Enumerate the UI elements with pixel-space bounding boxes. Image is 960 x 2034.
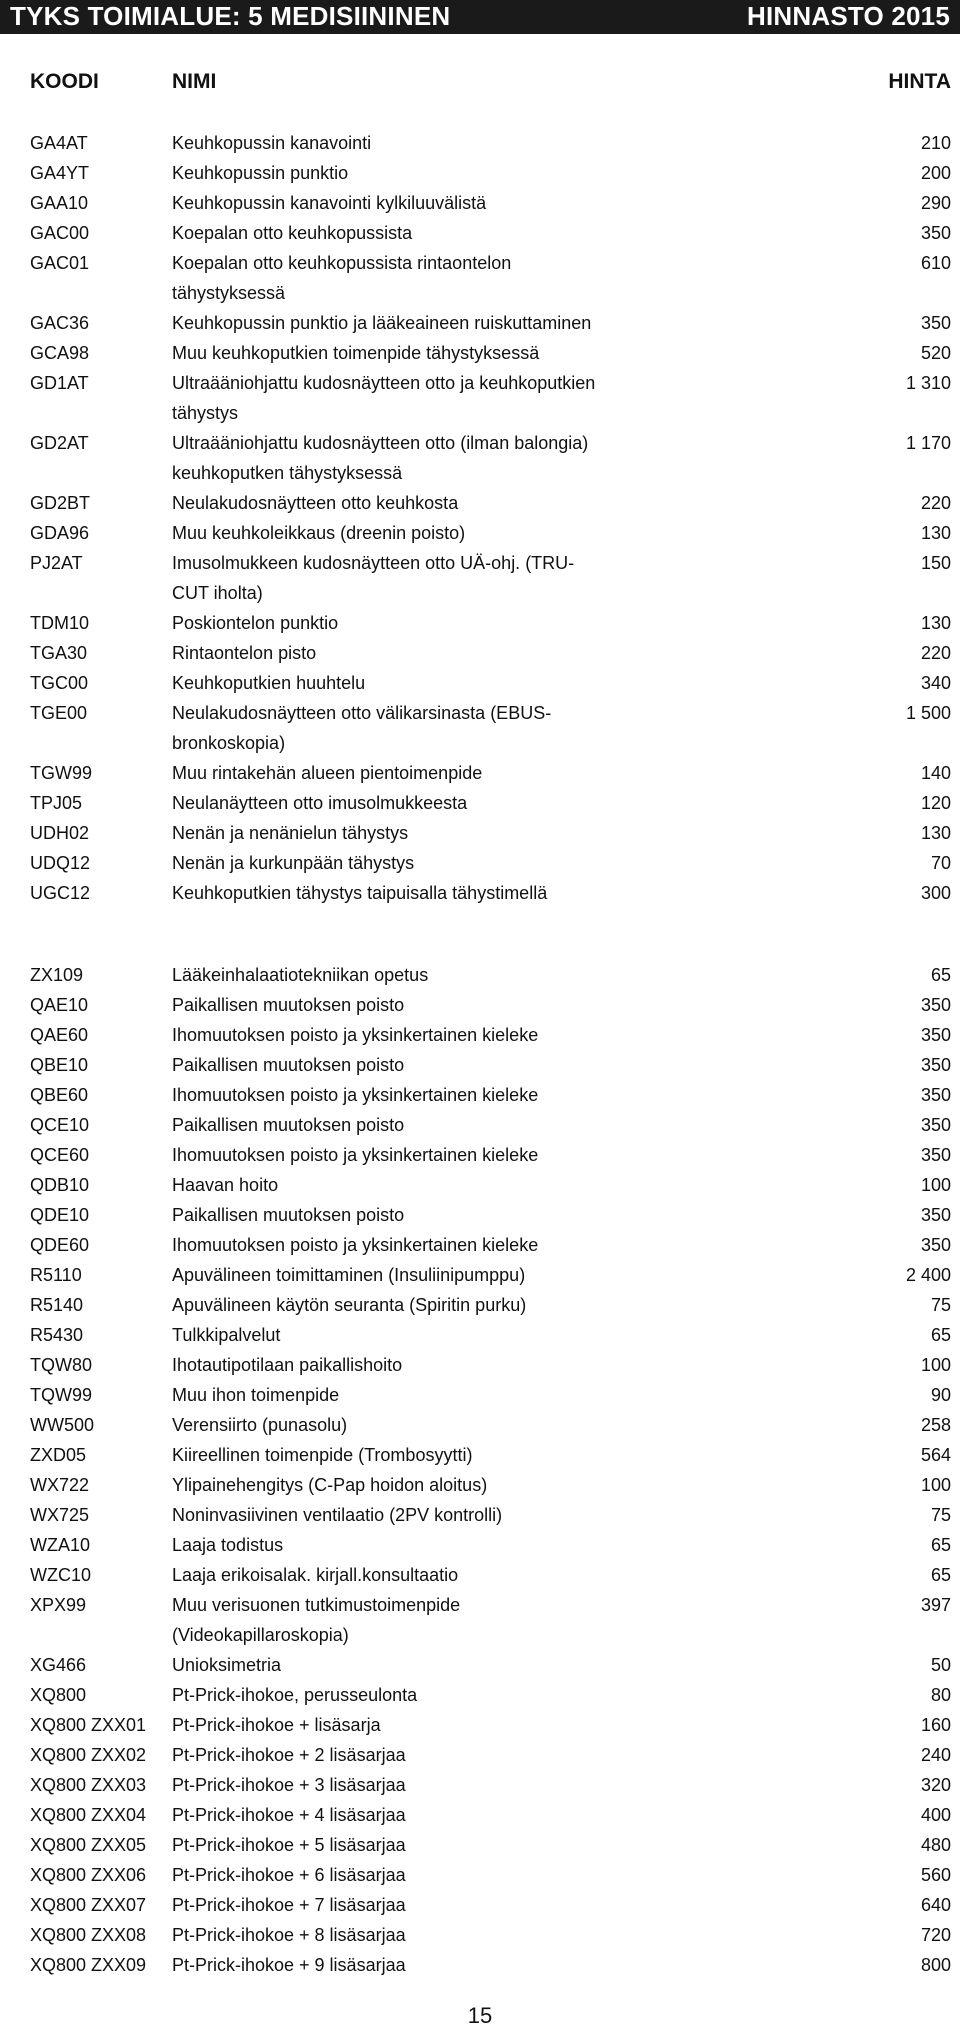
table-row: [0, 548, 960, 608]
row-name: Imusolmukkeen kudosnäytteen otto UÄ-ohj. (TRU-CUT iholta): [172, 553, 575, 603]
table-row: [0, 818, 960, 848]
table-row: [0, 428, 960, 488]
row-code: XPX99: [30, 1595, 87, 1615]
row-code: XQ800 ZXX01: [30, 1715, 147, 1735]
row-name: Keuhkoputkien huuhtelu: [172, 673, 366, 693]
table-row: [0, 1170, 960, 1200]
row-code: R5140: [30, 1295, 84, 1315]
row-code: XQ800: [30, 1685, 87, 1705]
table-row: [0, 248, 960, 308]
table-row: [0, 1830, 960, 1860]
table-row: [0, 128, 960, 158]
row-code: TGE00: [30, 703, 88, 723]
row-name: Pt-Prick-ihokoe + 6 lisäsarjaa: [172, 1865, 406, 1885]
row-name: Pt-Prick-ihokoe, perusseulonta: [172, 1685, 418, 1705]
table-row: [0, 1290, 960, 1320]
row-name: Muu keuhkoputkien toimenpide tähystyksessä: [172, 343, 540, 363]
row-name: Unioksimetria: [172, 1655, 282, 1675]
row-name: Neulakudosnäytteen otto keuhkosta: [172, 493, 459, 513]
row-code: GA4YT: [30, 163, 90, 183]
row-name: Muu ihon toimenpide: [172, 1385, 340, 1405]
row-name: Keuhkopussin kanavointi kylkiluuvälistä: [172, 193, 487, 213]
row-price: 65: [930, 1535, 951, 1555]
row-price: 610: [920, 253, 951, 273]
table-row: [0, 1260, 960, 1290]
row-price: 800: [920, 1955, 951, 1975]
row-code: TGW99: [30, 763, 93, 783]
row-code: TGC00: [30, 673, 89, 693]
table-row: [0, 1530, 960, 1560]
row-code: GD1AT: [30, 373, 89, 393]
column-header-code: KOODI: [30, 70, 99, 93]
row-name: Muu keuhkoleikkaus (dreenin poisto): [172, 523, 466, 543]
table-row: [0, 1350, 960, 1380]
row-name: Pt-Prick-ihokoe + 9 lisäsarjaa: [172, 1955, 406, 1975]
row-price: 50: [930, 1655, 951, 1675]
row-name: Muu verisuonen tutkimustoimenpide (Videokapillaroskopia): [172, 1595, 461, 1645]
row-code: GAC01: [30, 253, 90, 273]
row-code: TQW80: [30, 1355, 93, 1375]
row-code: QCE10: [30, 1115, 90, 1135]
table-row: [0, 1110, 960, 1140]
row-price: 100: [920, 1355, 951, 1375]
table-row: [0, 1680, 960, 1710]
table-row: [0, 1590, 960, 1650]
row-code: QAE10: [30, 995, 89, 1015]
row-price: 100: [920, 1175, 951, 1195]
column-header-name: NIMI: [172, 70, 217, 93]
table-row: [0, 1500, 960, 1530]
row-name: Muu rintakehän alueen pientoimenpide: [172, 763, 483, 783]
row-name: Pt-Prick-ihokoe + lisäsarja: [172, 1715, 381, 1735]
row-code: QDB10: [30, 1175, 90, 1195]
row-code: R5430: [30, 1325, 84, 1345]
row-code: QCE60: [30, 1145, 90, 1165]
row-price: 400: [920, 1805, 951, 1825]
row-name: Paikallisen muutoksen poisto: [172, 1205, 405, 1225]
row-price: 130: [920, 823, 951, 843]
row-name: Poskiontelon punktio: [172, 613, 339, 633]
table-row: [0, 1050, 960, 1080]
row-code: XQ800 ZXX06: [30, 1865, 147, 1885]
row-name: Tulkkipalvelut: [172, 1325, 281, 1345]
row-price: 160: [920, 1715, 951, 1735]
row-code: XQ800 ZXX08: [30, 1925, 147, 1945]
table-row: [0, 1410, 960, 1440]
table-row: [0, 518, 960, 548]
row-price: 2 400: [905, 1265, 951, 1285]
page-header: [0, 0, 960, 34]
table-row: [0, 788, 960, 818]
row-code: TDM10: [30, 613, 90, 633]
row-price: 140: [920, 763, 951, 783]
row-price: 350: [920, 1025, 951, 1045]
row-name: Pt-Prick-ihokoe + 5 lisäsarjaa: [172, 1835, 406, 1855]
row-price: 65: [930, 1565, 951, 1585]
row-price: 350: [920, 1115, 951, 1135]
row-price: 720: [920, 1925, 951, 1945]
row-name: Nenän ja kurkunpään tähystys: [172, 853, 415, 873]
row-price: 350: [920, 223, 951, 243]
row-price: 75: [930, 1295, 951, 1315]
row-price: 65: [930, 965, 951, 985]
row-code: QDE10: [30, 1205, 90, 1225]
row-price: 210: [920, 133, 951, 153]
row-name: Verensiirto (punasolu): [172, 1415, 348, 1435]
row-price: 120: [920, 793, 951, 813]
row-code: TGA30: [30, 643, 88, 663]
row-price: 200: [920, 163, 951, 183]
row-name: Haavan hoito: [172, 1175, 279, 1195]
row-code: GD2BT: [30, 493, 91, 513]
row-price: 1 500: [905, 703, 951, 723]
table-row: [0, 308, 960, 338]
row-code: WX725: [30, 1505, 90, 1525]
table-row: [0, 960, 960, 990]
row-price: 520: [920, 343, 951, 363]
row-price: 350: [920, 313, 951, 333]
row-code: ZX109: [30, 965, 84, 985]
row-price: 350: [920, 1055, 951, 1075]
row-code: QBE60: [30, 1085, 89, 1105]
row-code: GAC36: [30, 313, 90, 333]
table-row: [0, 638, 960, 668]
table-row: [0, 188, 960, 218]
row-name: Pt-Prick-ihokoe + 8 lisäsarjaa: [172, 1925, 406, 1945]
row-code: XQ800 ZXX09: [30, 1955, 147, 1975]
row-name: Rintaontelon pisto: [172, 643, 317, 663]
table-row: [0, 1950, 960, 1980]
column-header-price: HINTA: [888, 70, 951, 93]
row-name: Nenän ja nenänielun tähystys: [172, 823, 409, 843]
row-price: 65: [930, 1325, 951, 1345]
row-price: 90: [930, 1385, 951, 1405]
row-code: UDH02: [30, 823, 90, 843]
row-name: Ultraääniohjattu kudosnäytteen otto (ilman balongia) keuhkoputken tähystyksessä: [172, 433, 589, 483]
table-row: [0, 1560, 960, 1590]
row-code: XQ800 ZXX02: [30, 1745, 147, 1765]
row-code: QBE10: [30, 1055, 89, 1075]
price-table-section-2: [0, 960, 960, 1980]
table-row: [0, 1890, 960, 1920]
row-code: WZA10: [30, 1535, 91, 1555]
table-row: [0, 218, 960, 248]
table-row: [0, 338, 960, 368]
row-code: XQ800 ZXX04: [30, 1805, 147, 1825]
row-code: UGC12: [30, 883, 91, 903]
row-price: 350: [920, 1145, 951, 1165]
row-name: Neulanäytteen otto imusolmukkeesta: [172, 793, 468, 813]
table-row: [0, 1770, 960, 1800]
column-headers: [0, 70, 960, 98]
row-code: UDQ12: [30, 853, 91, 873]
row-name: Pt-Prick-ihokoe + 3 lisäsarjaa: [172, 1775, 406, 1795]
table-row: [0, 990, 960, 1020]
table-row: [0, 1080, 960, 1110]
row-name: Pt-Prick-ihokoe + 7 lisäsarjaa: [172, 1895, 406, 1915]
table-row: [0, 1920, 960, 1950]
table-row: [0, 1020, 960, 1050]
header-title: TYKS TOIMIALUE: 5 MEDISIININEN: [10, 1, 451, 31]
row-name: Koepalan otto keuhkopussista: [172, 223, 413, 243]
row-price: 1 310: [905, 373, 951, 393]
row-price: 1 170: [905, 433, 951, 453]
row-code: GCA98: [30, 343, 90, 363]
row-name: Keuhkopussin punktio: [172, 163, 349, 183]
row-name: Keuhkoputkien tähystys taipuisalla tähystimellä: [172, 883, 548, 903]
row-name: Keuhkopussin kanavointi: [172, 133, 372, 153]
row-price: 100: [920, 1475, 951, 1495]
row-name: Ihomuutoksen poisto ja yksinkertainen kieleke: [172, 1235, 539, 1255]
row-code: PJ2AT: [30, 553, 83, 573]
row-name: Ihomuutoksen poisto ja yksinkertainen kieleke: [172, 1145, 539, 1165]
row-price: 397: [920, 1595, 951, 1615]
table-row: [0, 1710, 960, 1740]
row-code: QDE60: [30, 1235, 90, 1255]
row-price: 350: [920, 1235, 951, 1255]
row-code: R5110: [30, 1265, 82, 1285]
row-code: TQW99: [30, 1385, 93, 1405]
table-row: [0, 1200, 960, 1230]
row-price: 300: [920, 883, 951, 903]
row-code: XG466: [30, 1655, 87, 1675]
row-price: 290: [920, 193, 951, 213]
table-row: [0, 1800, 960, 1830]
row-name: Apuvälineen käytön seuranta (Spiritin purku): [172, 1295, 527, 1315]
table-row: [0, 1860, 960, 1890]
table-row: [0, 488, 960, 518]
row-price: 640: [920, 1895, 951, 1915]
table-row: [0, 878, 960, 908]
row-name: Pt-Prick-ihokoe + 2 lisäsarjaa: [172, 1745, 406, 1765]
row-price: 220: [920, 643, 951, 663]
table-row: [0, 1740, 960, 1770]
row-price: 130: [920, 523, 951, 543]
row-code: WZC10: [30, 1565, 92, 1585]
row-price: 75: [930, 1505, 951, 1525]
row-code: WW500: [30, 1415, 95, 1435]
row-price: 350: [920, 995, 951, 1015]
row-name: Pt-Prick-ihokoe + 4 lisäsarjaa: [172, 1805, 406, 1825]
row-price: 480: [920, 1835, 951, 1855]
row-name: Noninvasiivinen ventilaatio (2PV kontrolli): [172, 1505, 503, 1525]
row-name: Ihomuutoksen poisto ja yksinkertainen kieleke: [172, 1085, 539, 1105]
row-price: 80: [930, 1685, 951, 1705]
row-price: 70: [930, 853, 951, 873]
row-price: 240: [920, 1745, 951, 1765]
table-row: [0, 758, 960, 788]
row-name: Laaja todistus: [172, 1535, 284, 1555]
row-name: Koepalan otto keuhkopussista rintaontelon tähystyksessä: [172, 253, 512, 303]
row-code: XQ800 ZXX03: [30, 1775, 147, 1795]
row-price: 258: [920, 1415, 951, 1435]
table-row: [0, 698, 960, 758]
table-row: [0, 1230, 960, 1260]
price-table-section-1: [0, 128, 960, 908]
row-name: Keuhkopussin punktio ja lääkeaineen ruiskuttaminen: [172, 313, 592, 333]
row-code: QAE60: [30, 1025, 89, 1045]
row-name: Ihomuutoksen poisto ja yksinkertainen kieleke: [172, 1025, 539, 1045]
table-row: [0, 1140, 960, 1170]
table-row: [0, 668, 960, 698]
table-row: [0, 1470, 960, 1500]
page-number: 15: [467, 2003, 493, 2028]
row-name: Kiireellinen toimenpide (Trombosyytti): [172, 1445, 473, 1465]
row-code: WX722: [30, 1475, 90, 1495]
row-price: 350: [920, 1205, 951, 1225]
row-price: 320: [920, 1775, 951, 1795]
row-code: XQ800 ZXX07: [30, 1895, 147, 1915]
row-price: 220: [920, 493, 951, 513]
row-code: GAC00: [30, 223, 90, 243]
row-name: Lääkeinhalaatiotekniikan opetus: [172, 965, 429, 985]
table-row: [0, 608, 960, 638]
row-code: TPJ05: [30, 793, 83, 813]
row-price: 560: [920, 1865, 951, 1885]
row-price: 564: [920, 1445, 951, 1465]
table-row: [0, 1440, 960, 1470]
row-name: Paikallisen muutoksen poisto: [172, 1115, 405, 1135]
table-row: [0, 848, 960, 878]
row-name: Ylipainehengitys (C-Pap hoidon aloitus): [172, 1475, 488, 1495]
row-name: Ultraääniohjattu kudosnäytteen otto ja keuhkoputkien tähystys: [172, 373, 596, 423]
row-code: GDA96: [30, 523, 90, 543]
row-price: 350: [920, 1085, 951, 1105]
row-code: GD2AT: [30, 433, 89, 453]
table-row: [0, 1320, 960, 1350]
table-row: [0, 368, 960, 428]
row-name: Neulakudosnäytteen otto välikarsinasta (EBUS-bronkoskopia): [172, 703, 552, 753]
row-name: Paikallisen muutoksen poisto: [172, 1055, 405, 1075]
table-row: [0, 1650, 960, 1680]
row-price: 340: [920, 673, 951, 693]
row-code: GA4AT: [30, 133, 88, 153]
row-name: Paikallisen muutoksen poisto: [172, 995, 405, 1015]
row-code: XQ800 ZXX05: [30, 1835, 147, 1855]
row-price: 130: [920, 613, 951, 633]
row-name: Apuvälineen toimittaminen (Insuliinipumppu): [172, 1265, 526, 1285]
table-row: [0, 158, 960, 188]
header-year: HINNASTO 2015: [747, 1, 950, 31]
row-code: ZXD05: [30, 1445, 87, 1465]
row-price: 150: [920, 553, 951, 573]
row-code: GAA10: [30, 193, 89, 213]
table-row: [0, 1380, 960, 1410]
row-name: Ihotautipotilaan paikallishoito: [172, 1355, 403, 1375]
row-name: Laaja erikoisalak. kirjall.konsultaatio: [172, 1565, 459, 1585]
